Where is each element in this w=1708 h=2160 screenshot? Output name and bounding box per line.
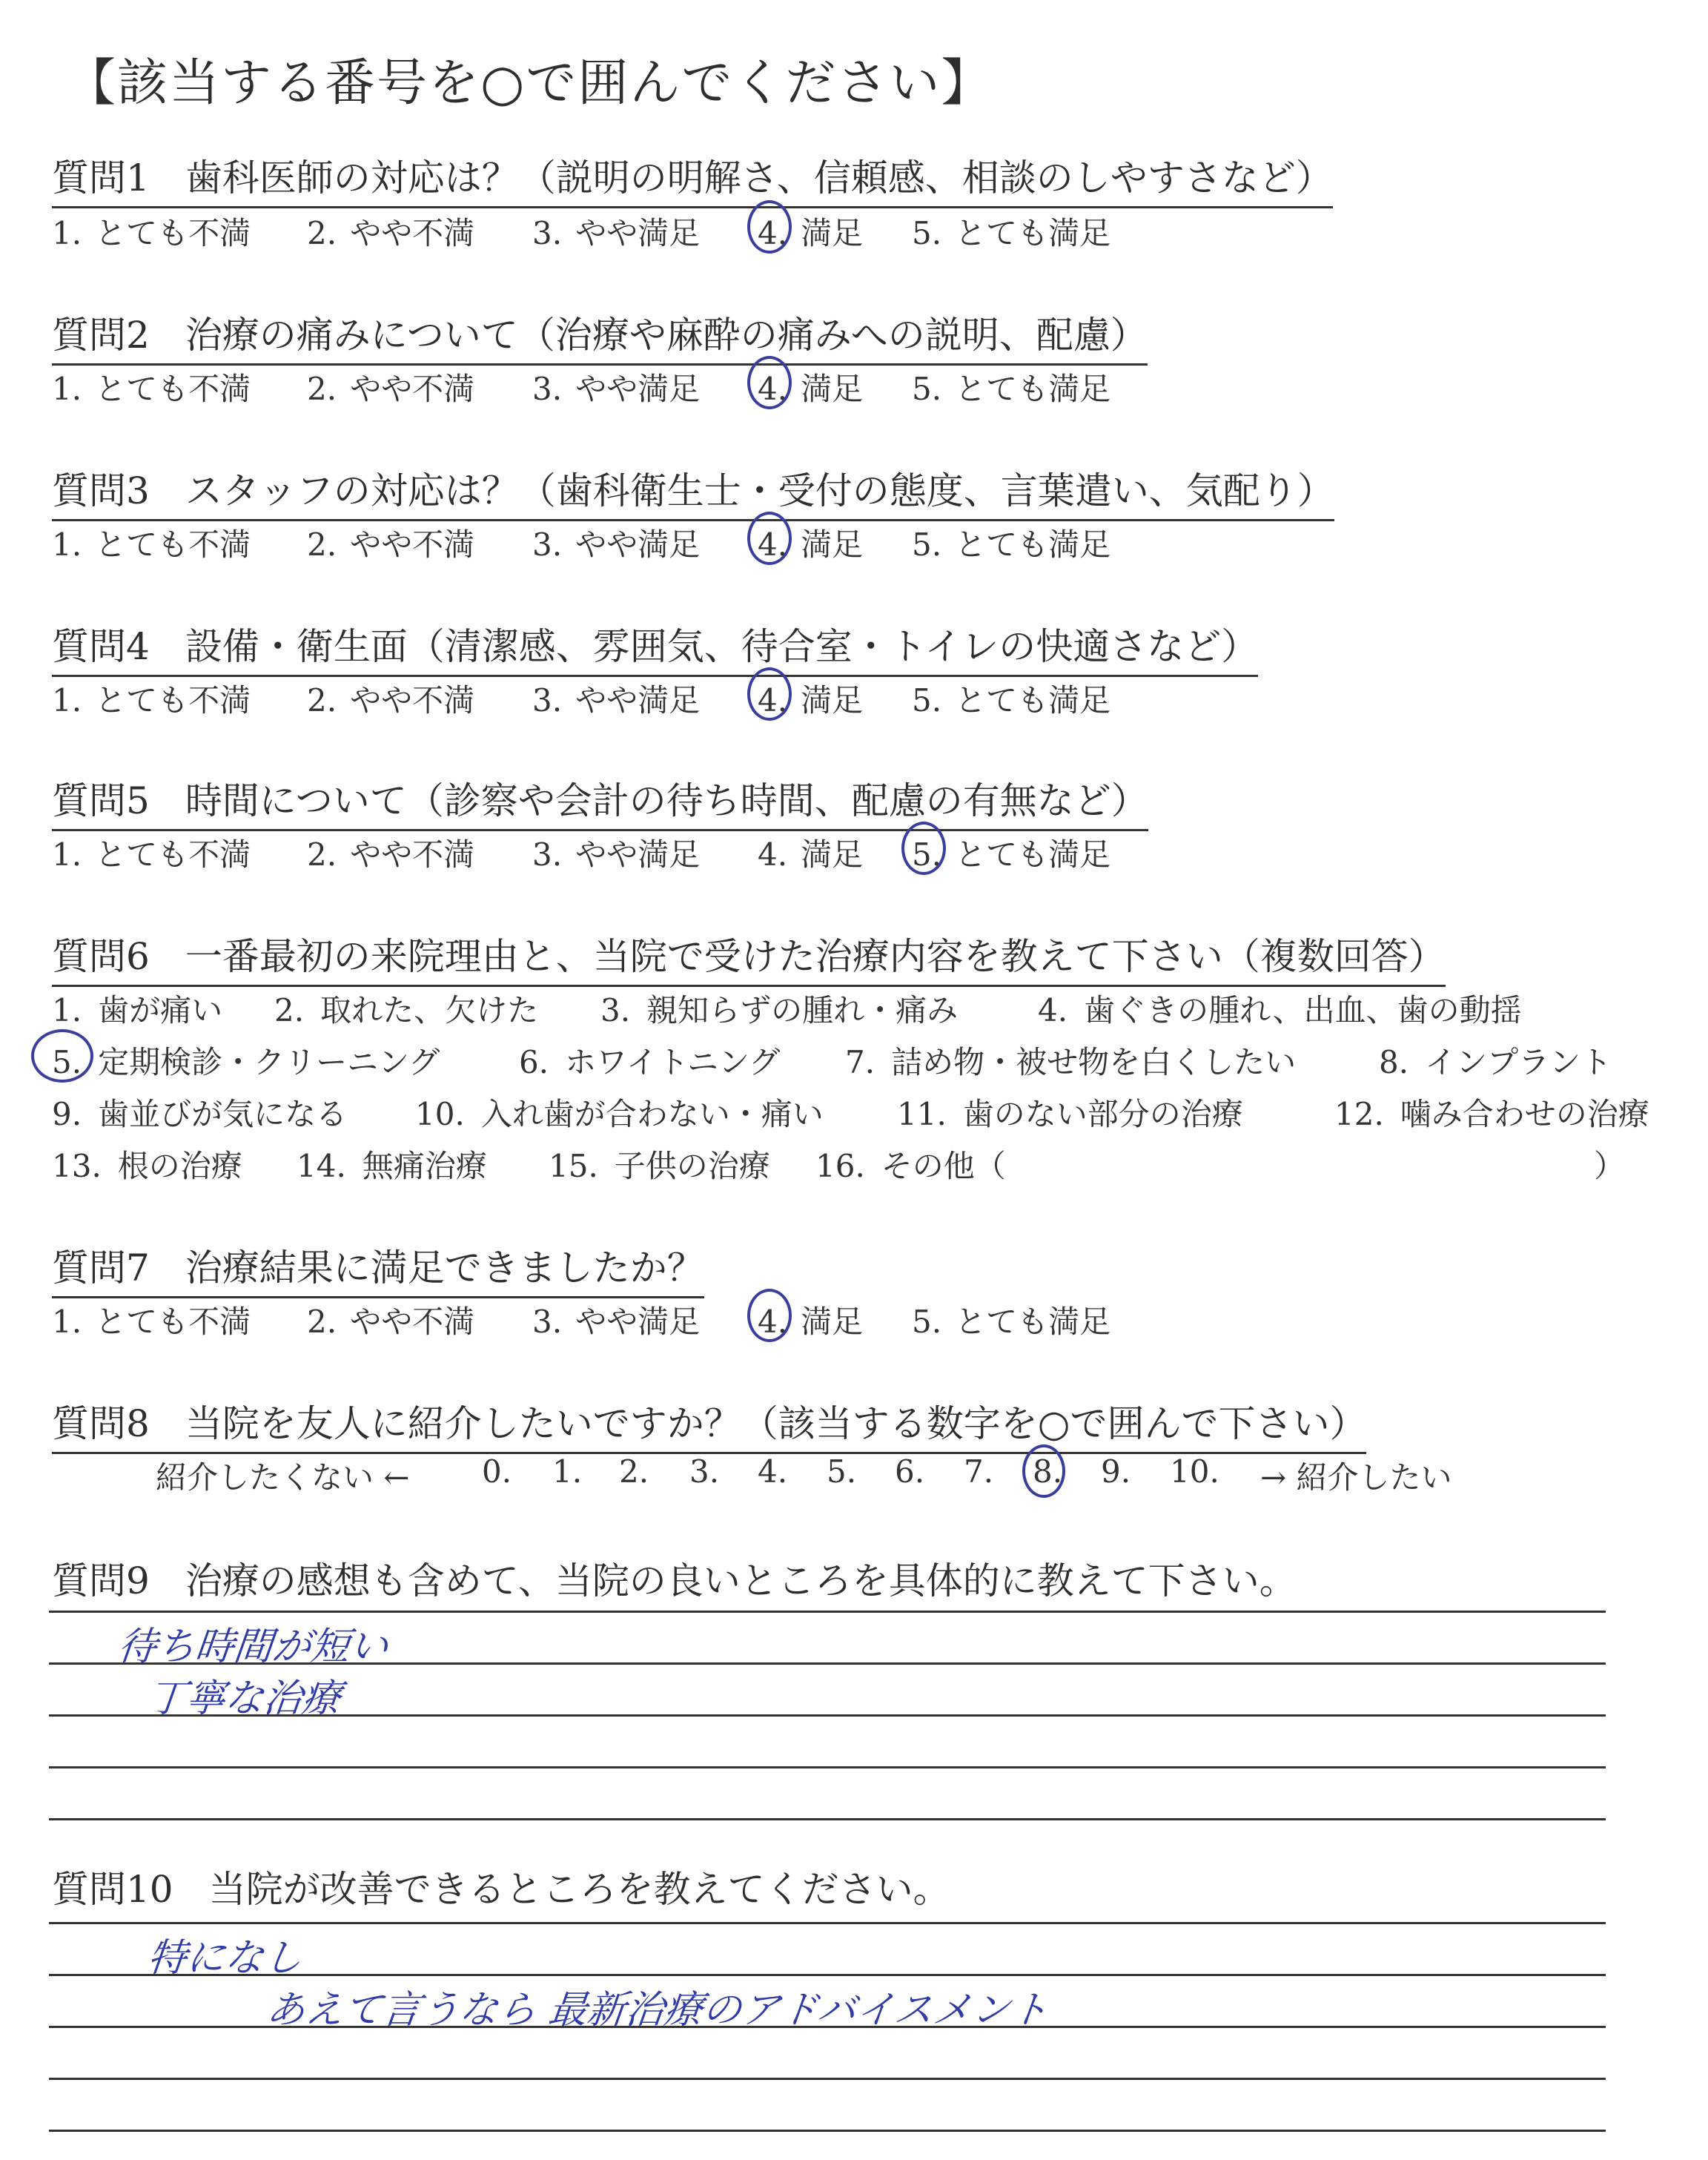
option-number: 5. — [912, 682, 942, 719]
reason-option — [519, 1038, 780, 1083]
selection-circle — [747, 1289, 792, 1342]
reason-number: 14. — [297, 1148, 346, 1184]
option-number: 2. — [307, 526, 337, 563]
option-number: 4. — [758, 215, 788, 251]
question-8-text: 当院を友人に紹介したいですか？（該当する数字を○で囲んで下さい） — [185, 1402, 1367, 1445]
question-5-label: 質問5 — [52, 779, 150, 822]
option-number: 3. — [532, 526, 563, 563]
option-number: 3. — [532, 215, 563, 251]
question-7-text: 治療結果に満足できましたか？ — [185, 1246, 704, 1289]
option-number: 2. — [307, 836, 337, 873]
question-6-heading — [52, 927, 1446, 987]
option-number: 1. — [52, 682, 82, 719]
reason-number: 15. — [549, 1148, 598, 1184]
option-5 — [912, 209, 1110, 254]
question-1-text: 歯科医師の対応は？（説明の明解さ、信頼感、相談のしやすさなど） — [185, 156, 1333, 199]
option-label: 満足 — [801, 682, 864, 719]
reason-option — [897, 1090, 1243, 1135]
reason-label: その他（ — [881, 1148, 1006, 1184]
option-number: 5. — [912, 836, 942, 873]
reason-number: 9. — [52, 1096, 82, 1132]
reason-number: 1. — [52, 992, 82, 1028]
question-7-heading — [52, 1238, 704, 1298]
reason-label: 歯ぐきの腫れ、出血、歯の動揺 — [1084, 992, 1522, 1028]
option-label: やや満足 — [575, 682, 701, 719]
reason-option — [845, 1038, 1296, 1083]
question-6-text: 一番最初の来院理由と、当院で受けた治療内容を教えて下さい（複数回答） — [185, 935, 1446, 978]
option-label: 満足 — [801, 371, 864, 407]
scale-value: 9. — [1101, 1453, 1131, 1490]
selection-circle — [31, 1029, 93, 1083]
question-10-text: 当院が改善できるところを教えてください。 — [208, 1868, 950, 1911]
reason-label: 無痛治療 — [362, 1148, 487, 1184]
option-label: とても満足 — [955, 526, 1111, 563]
reason-number: 10. — [415, 1096, 465, 1132]
option-label: とても不満 — [95, 371, 251, 407]
question-8-heading — [52, 1394, 1366, 1454]
option-label: とても不満 — [95, 526, 251, 563]
reason-number: 6. — [519, 1044, 549, 1080]
scale-value: 4. — [758, 1453, 788, 1490]
question-4-label: 質問4 — [52, 625, 150, 668]
option-3 — [532, 365, 700, 409]
scale-value: 10. — [1170, 1453, 1219, 1490]
survey-title: 【該当する番号を○で囲んでください】 — [65, 54, 993, 113]
answer-line — [49, 2130, 1606, 2132]
option-1 — [52, 209, 251, 254]
scale-value: 7. — [964, 1453, 994, 1490]
recommend-left-label: 紹介したくない ← — [156, 1459, 410, 1496]
option-label: やや不満 — [350, 215, 475, 251]
answer-line — [49, 2078, 1606, 2080]
reason-number: 12. — [1334, 1096, 1384, 1132]
reason-option — [52, 986, 222, 1031]
option-label: とても不満 — [95, 682, 251, 719]
answer-line — [49, 1766, 1606, 1768]
reason-label: 子供の治療 — [614, 1148, 770, 1184]
reason-number: 4. — [1038, 992, 1068, 1028]
option-1 — [52, 1298, 251, 1342]
option-label: やや不満 — [350, 1304, 475, 1340]
reason-number: 16. — [815, 1148, 865, 1184]
reason-number: 5. — [52, 1044, 82, 1080]
option-label: とても不満 — [95, 1304, 251, 1340]
option-label: とても満足 — [955, 1304, 1111, 1340]
option-label: 満足 — [801, 1304, 864, 1340]
selection-circle — [1022, 1444, 1065, 1498]
other-close-paren: ） — [1594, 1148, 1626, 1184]
option-number: 2. — [307, 682, 337, 719]
option-2 — [307, 830, 474, 875]
scale-value: 2. — [619, 1453, 649, 1490]
option-number: 4. — [758, 1304, 788, 1340]
option-3 — [532, 676, 700, 721]
option-number: 5. — [912, 526, 942, 563]
option-label: やや不満 — [350, 836, 475, 873]
scale-value: 0. — [482, 1453, 512, 1490]
option-number: 1. — [52, 1304, 82, 1340]
option-2 — [307, 676, 474, 721]
question-10-heading — [52, 1860, 950, 1918]
option-4 — [758, 830, 863, 875]
option-number: 5. — [912, 1304, 942, 1340]
reason-option — [815, 1142, 1006, 1186]
reason-option — [1038, 986, 1522, 1031]
selection-circle — [901, 822, 946, 875]
option-label: やや満足 — [575, 526, 701, 563]
reason-option — [549, 1142, 770, 1186]
question-9-text: 治療の感想も含めて、当院の良いところを具体的に教えて下さい。 — [185, 1559, 1297, 1602]
answer-line — [49, 1611, 1606, 1613]
answer-line — [49, 1818, 1606, 1820]
question-4-text: 設備・衛生面（清潔感、雰囲気、待合室・トイレの快適さなど） — [185, 625, 1259, 668]
option-label: やや不満 — [350, 682, 475, 719]
reason-label: ホワイトニング — [565, 1044, 781, 1080]
option-label: やや満足 — [575, 1304, 701, 1340]
selection-circle — [747, 356, 792, 409]
question-10-label: 質問10 — [52, 1868, 173, 1911]
question-5-text: 時間について（診察や会計の待ち時間、配慮の有無など） — [185, 779, 1148, 822]
q10-answer-line-1: 特になし — [145, 1936, 305, 1981]
option-label: やや不満 — [350, 526, 475, 563]
option-number: 5. — [912, 371, 942, 407]
option-5 — [912, 365, 1110, 409]
reason-number: 2. — [274, 992, 305, 1028]
option-number: 1. — [52, 371, 82, 407]
option-number: 2. — [307, 215, 337, 251]
reason-label: 親知らずの腫れ・痛み — [646, 992, 959, 1028]
option-number: 5. — [912, 215, 942, 251]
question-2-text: 治療の痛みについて（治療や麻酔の痛みへの説明、配慮） — [185, 314, 1148, 357]
option-number: 4. — [758, 836, 788, 873]
selection-circle — [747, 512, 792, 565]
option-number: 4. — [758, 371, 788, 407]
question-8-label: 質問8 — [52, 1402, 150, 1445]
scale-value: 8. — [1033, 1453, 1063, 1490]
option-3 — [532, 830, 700, 875]
reason-number: 13. — [52, 1148, 102, 1184]
option-label: 満足 — [801, 526, 864, 563]
reason-option — [1379, 1038, 1612, 1083]
option-number: 2. — [307, 371, 337, 407]
q10-answer-line-2: あえて言うなら 最新治療のアドバイスメント — [264, 1988, 1051, 2032]
reason-option — [415, 1090, 824, 1135]
option-label: やや満足 — [575, 215, 701, 251]
option-number: 2. — [307, 1304, 337, 1340]
reason-label: インプラント — [1425, 1044, 1612, 1080]
option-1 — [52, 676, 251, 721]
question-2-heading — [52, 305, 1148, 366]
option-number: 3. — [532, 682, 563, 719]
scale-value: 1. — [552, 1453, 583, 1490]
reason-label: 根の治療 — [117, 1148, 242, 1184]
reason-label: 歯並びが気になる — [98, 1096, 348, 1132]
option-number: 4. — [758, 526, 788, 563]
option-5 — [912, 521, 1110, 565]
option-2 — [307, 521, 474, 565]
option-1 — [52, 521, 251, 565]
reason-option — [297, 1142, 487, 1186]
option-3 — [532, 1298, 700, 1342]
option-2 — [307, 1298, 474, 1342]
reason-label: 取れた、欠けた — [320, 992, 539, 1028]
option-3 — [532, 209, 700, 254]
scale-value: 6. — [895, 1453, 925, 1490]
option-label: とても満足 — [955, 836, 1111, 873]
q9-answer-line-1: 待ち時間が短い — [116, 1625, 391, 1669]
question-3-label: 質問3 — [52, 469, 150, 512]
option-2 — [307, 365, 474, 409]
option-label: やや不満 — [350, 371, 475, 407]
question-1-label: 質問1 — [52, 156, 150, 199]
selection-circle — [747, 667, 792, 721]
reason-option — [274, 986, 538, 1031]
reason-label: 定期検診・クリーニング — [98, 1044, 440, 1080]
option-1 — [52, 365, 251, 409]
option-label: とても不満 — [95, 215, 251, 251]
option-label: やや満足 — [575, 371, 701, 407]
question-9-label: 質問9 — [52, 1559, 150, 1602]
option-label: とても満足 — [955, 371, 1111, 407]
scale-value: 3. — [689, 1453, 720, 1490]
scale-value: 5. — [827, 1453, 857, 1490]
reason-option — [600, 986, 958, 1031]
option-label: とても満足 — [955, 682, 1111, 719]
reason-label: 歯のない部分の治療 — [962, 1096, 1243, 1132]
option-3 — [532, 521, 700, 565]
question-2-label: 質問2 — [52, 314, 150, 357]
recommend-right-label: → 紹介したい — [1260, 1459, 1452, 1496]
answer-line — [49, 1922, 1606, 1924]
reason-option — [52, 1142, 242, 1186]
question-6-label: 質問6 — [52, 935, 150, 978]
reason-number: 7. — [845, 1044, 875, 1080]
reason-option — [52, 1038, 440, 1083]
option-number: 1. — [52, 836, 82, 873]
option-label: とても満足 — [955, 215, 1111, 251]
question-4-heading — [52, 617, 1258, 677]
reason-number: 8. — [1379, 1044, 1409, 1080]
option-label: とても不満 — [95, 836, 251, 873]
reason-option — [1334, 1090, 1649, 1135]
option-number: 1. — [52, 526, 82, 563]
reason-number: 3. — [600, 992, 631, 1028]
question-1-heading — [52, 148, 1333, 208]
option-number: 1. — [52, 215, 82, 251]
option-label: やや満足 — [575, 836, 701, 873]
option-number: 3. — [532, 1304, 563, 1340]
option-5 — [912, 676, 1110, 721]
reason-label: 噛み合わせの治療 — [1400, 1096, 1649, 1132]
option-label: 満足 — [801, 215, 864, 251]
option-number: 4. — [758, 682, 788, 719]
option-label: 満足 — [801, 836, 864, 873]
question-5-heading — [52, 771, 1148, 831]
selection-circle — [747, 200, 792, 254]
q9-answer-line-2: 丁寧な治療 — [145, 1677, 343, 1721]
option-2 — [307, 209, 474, 254]
reason-number: 11. — [897, 1096, 947, 1132]
reason-label: 歯が痛い — [98, 992, 223, 1028]
reason-label: 詰め物・被せ物を白くしたい — [891, 1044, 1297, 1080]
option-number: 3. — [532, 836, 563, 873]
reason-option — [52, 1090, 347, 1135]
option-1 — [52, 830, 251, 875]
option-number: 3. — [532, 371, 563, 407]
question-3-text: スタッフの対応は？（歯科衛生士・受付の態度、言葉遣い、気配り） — [185, 469, 1334, 512]
question-9-heading — [52, 1551, 1297, 1609]
option-5 — [912, 1298, 1110, 1342]
reason-label: 入れ歯が合わない・痛い — [480, 1096, 824, 1132]
question-3-heading — [52, 461, 1334, 521]
question-7-label: 質問7 — [52, 1246, 150, 1289]
